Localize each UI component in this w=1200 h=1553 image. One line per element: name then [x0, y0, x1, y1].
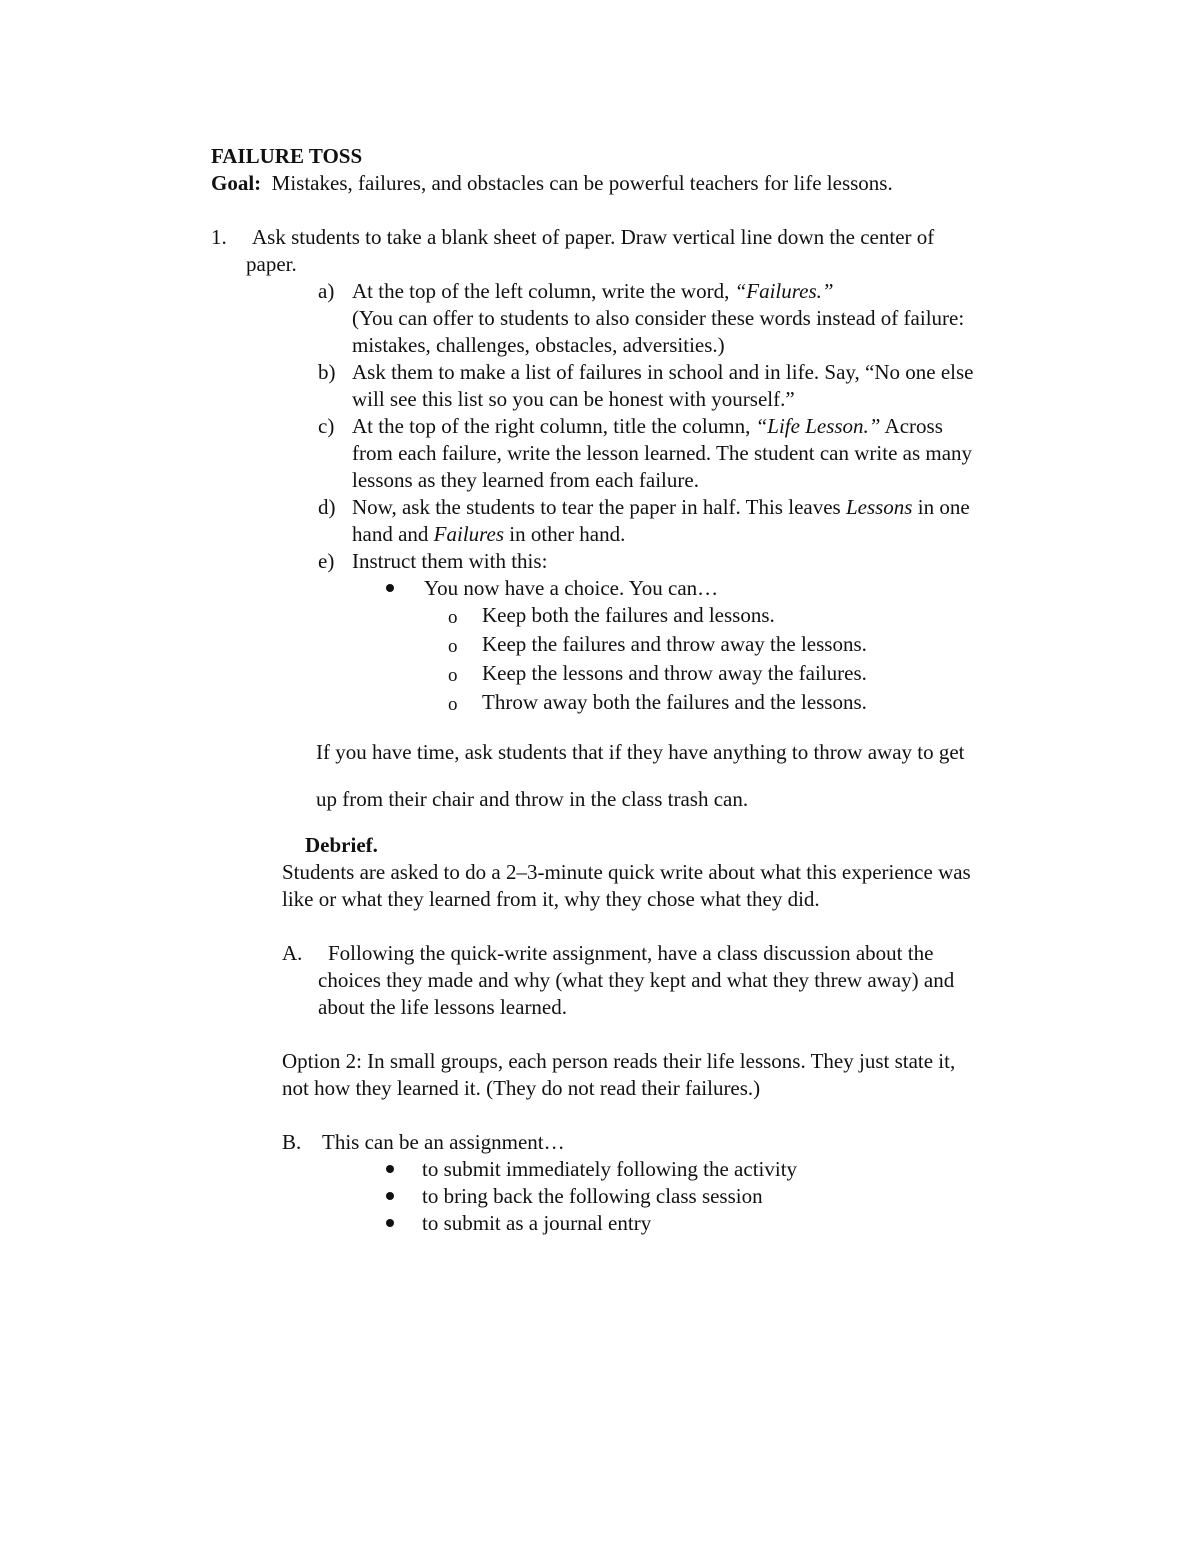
substep-e-label: e)	[318, 549, 335, 573]
bullet-icon	[386, 1192, 394, 1200]
substep-a-label: a)	[318, 279, 335, 303]
substep-c-line1: At the top of the right column, title the column, “Life Lesson.” Across	[352, 414, 943, 438]
debrief-line2: like or what they learned from it, why they chose what they did.	[282, 887, 820, 911]
substep-c-emphasis: “Life Lesson.”	[755, 414, 881, 438]
goal-text: Mistakes, failures, and obstacles can be powerful teachers for life lessons.	[271, 171, 893, 195]
substep-b-line1: Ask them to make a list of failures in school and in life. Say, “No one else	[352, 360, 974, 384]
debrief-heading: Debrief.	[305, 833, 378, 857]
step-a-line1: Following the quick-write assignment, have a class discussion about the	[328, 941, 934, 965]
time-note-line2: up from their chair and throw in the class trash can.	[316, 787, 749, 811]
substep-d-line1: Now, ask the students to tear the paper in half. This leaves Lessons in one	[352, 495, 970, 519]
substep-a-line3: mistakes, challenges, obstacles, adversities.)	[352, 333, 725, 357]
option2-line1: Option 2: In small groups, each person reads their life lessons. They just state it,	[282, 1049, 956, 1073]
step-a-line2: choices they made and why (what they kept and what they threw away) and	[318, 968, 955, 992]
debrief-line1: Students are asked to do a 2–3-minute quick write about what this experience was	[282, 860, 971, 884]
option2-line2: not how they learned it. (They do not read their failures.)	[282, 1076, 761, 1100]
substep-c-line3: lessons as they learned from each failure.	[352, 468, 699, 492]
time-note-line1: If you have time, ask students that if they have anything to throw away to get	[316, 740, 965, 764]
bullet-icon	[386, 1165, 394, 1173]
step-b-line1: This can be an assignment…	[322, 1130, 565, 1154]
step-a-label: A.	[282, 941, 303, 965]
substep-d-line2: hand and Failures in other hand.	[352, 522, 626, 546]
circle-bullet-icon: o	[448, 694, 458, 715]
substep-e-line1: Instruct them with this:	[352, 549, 548, 573]
goal-line	[211, 170, 893, 197]
substep-a-emphasis: “Failures.”	[734, 279, 834, 303]
step1-line2: paper.	[246, 252, 297, 276]
bullet-icon	[386, 1219, 394, 1227]
assignment-option: to submit as a journal entry	[422, 1211, 652, 1235]
substep-d-emphasis-lessons: Lessons	[845, 495, 913, 519]
bullet-icon	[386, 584, 394, 592]
substep-a-line1: At the top of the left column, write the word, “Failures.”	[352, 279, 834, 303]
step1-line1: Ask students to take a blank sheet of paper. Draw vertical line down the center of	[252, 225, 935, 249]
goal-label: Goal:	[211, 171, 262, 195]
choice-option: Keep both the failures and lessons.	[482, 603, 775, 627]
substep-d-label: d)	[318, 495, 336, 519]
circle-bullet-icon: o	[448, 665, 458, 686]
substep-b-line2: will see this list so you can be honest with yourself.”	[352, 387, 795, 411]
choice-option: Keep the lessons and throw away the failures.	[482, 661, 867, 685]
circle-bullet-icon: o	[448, 636, 458, 657]
assignment-option: to submit immediately following the activity	[422, 1157, 798, 1181]
substep-c-line2: from each failure, write the lesson learned. The student can write as many	[352, 441, 973, 465]
assignment-option: to bring back the following class session	[422, 1184, 763, 1208]
substep-b-label: b)	[318, 360, 336, 384]
choice-option: Throw away both the failures and the lessons.	[482, 690, 867, 714]
step-b-label: B.	[282, 1130, 302, 1154]
substep-e-bullet: You now have a choice. You can…	[424, 576, 719, 600]
substep-c-label: c)	[318, 414, 335, 438]
substep-a-line2: (You can offer to students to also consider these words instead of failure:	[352, 306, 965, 330]
circle-bullet-icon: o	[448, 607, 458, 628]
substep-d-emphasis-failures: Failures	[433, 522, 505, 546]
choice-option: Keep the failures and throw away the lessons.	[482, 632, 867, 656]
step-a-line3: about the life lessons learned.	[318, 995, 568, 1019]
step1-number: 1.	[211, 225, 227, 249]
document-title: FAILURE TOSS	[211, 144, 363, 168]
